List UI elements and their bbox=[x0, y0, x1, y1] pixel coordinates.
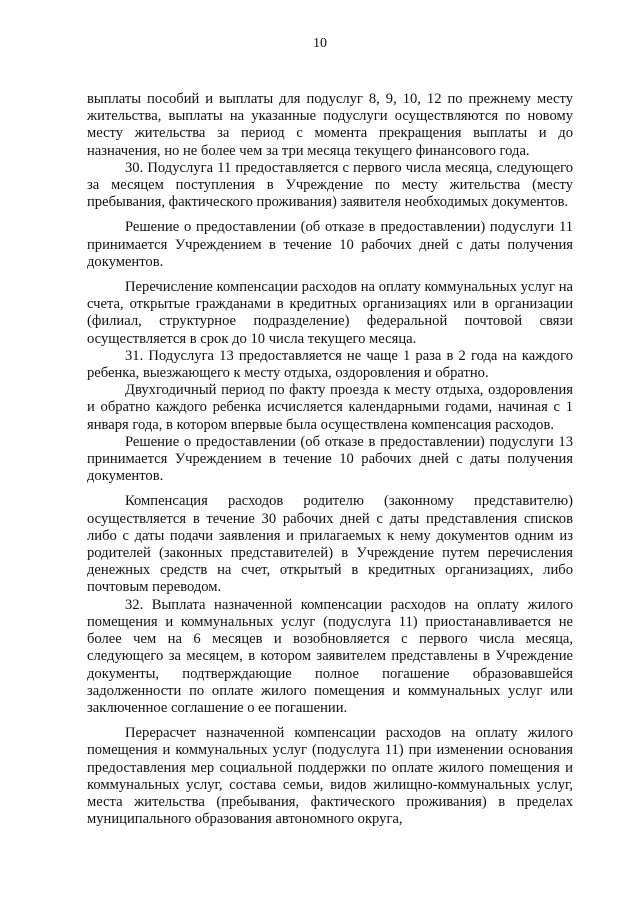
paragraph-continuation: выплаты пособий и выплаты для подуслуг 8, 9, 10, 12 по прежнему месту жительства, выплаты на указанные подуслуги осуществляются по новому месту жительства за период с момента прекращения выплаты и до назначения, но не более чем за три месяца текущего финансового года. bbox=[87, 91, 573, 159]
page-number: 10 bbox=[313, 36, 327, 51]
paragraph-clause-31: 31. Подуслуга 13 предоставляется не чаще 1 раза в 2 года на каждого ребенка, выезжающего к месту отдыха, оздоровления и обратно. bbox=[87, 347, 573, 382]
document-body bbox=[87, 91, 573, 828]
paragraph-clause-30: 30. Подуслуга 11 предоставляется с первого числа месяца, следующего за месяцем поступления в Учреждение по месту жительства (месту пребывания, фактического проживания) заявителя необходимых документов. bbox=[87, 159, 573, 211]
paragraph: Решение о предоставлении (об отказе в предоставлении) подуслуги 13 принимается Учреждением в течение 10 рабочих дней с даты получения документов. bbox=[87, 433, 573, 485]
paragraph: Компенсация расходов родителю (законному представителю) осуществляется в течение 30 рабочих дней с даты представления списков либо с даты подачи заявления и прилагаемых к нему документов одним из родителей (законных представителей) в Учреждение путем перечисления денежных средств на счет, открытый в кредитных организациях, либо почтовым переводом. bbox=[87, 493, 573, 596]
paragraph: Решение о предоставлении (об отказе в предоставлении) подуслуги 11 принимается Учреждением в течение 10 рабочих дней с даты получения документов. bbox=[87, 219, 573, 270]
paragraph-clause-32: 32. Выплата назначенной компенсации расходов на оплату жилого помещения и коммунальных услуг (подуслуга 11) приостанавливается не более чем на 6 месяцев и возобновляется с первого числа месяца, следующего за месяцем, в котором заявителем представлены в Учреждение документы, подтверждающие полное погашение образовавшейся задолженности по оплате жилого помещения и коммунальных услуг или заключенное соглашение о ее погашении. bbox=[87, 596, 573, 716]
paragraph: Перерасчет назначенной компенсации расходов на оплату жилого помещения и коммунальных услуг (подуслуга 11) при изменении основания предоставления мер социальной поддержки по оплате жилого помещения и коммунальных услуг, состава семьи, видов жилищно-коммунальных услуг, места жительства (пребывания, фактического проживания) в пределах муниципального образования автономного округа, bbox=[87, 725, 573, 828]
paragraph: Перечисление компенсации расходов на оплату коммунальных услуг на счета, открытые гражданами в кредитных организациях или в организации (филиал, структурное подразделение) федеральной почтовой связи осуществляется в срок до 10 числа текущего месяца. bbox=[87, 279, 573, 347]
paragraph: Двухгодичный период по факту проезда к месту отдыха, оздоровления и обратно каждого ребенка исчисляется календарными годами, начиная с 1 января года, в котором впервые была осуществлена компенсация расходов. bbox=[87, 382, 573, 433]
